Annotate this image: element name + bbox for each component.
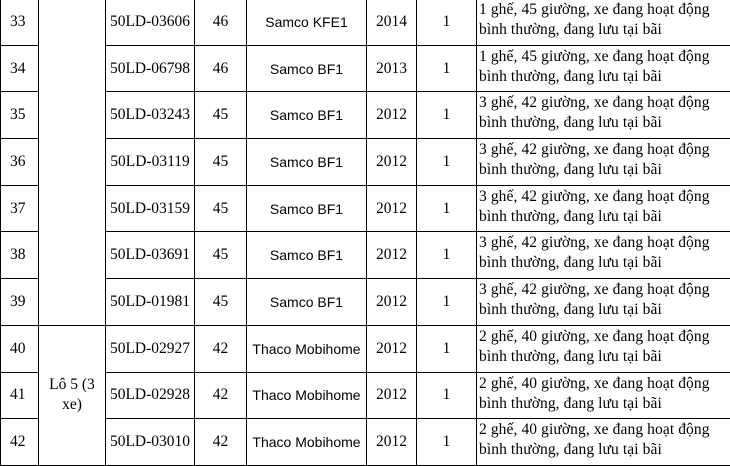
quantity: 1: [417, 139, 477, 186]
license-plate: 50LD-03243: [106, 92, 195, 139]
row-number: 39: [1, 279, 39, 326]
vehicle-model: Samco BF1: [247, 232, 367, 279]
lot-cell: [39, 92, 106, 139]
license-plate: 50LD-03119: [106, 139, 195, 186]
vehicle-note: 3 ghế, 42 giường, xe đang hoạt động bình thường, đang lưu tại bãi: [477, 139, 730, 186]
row-number: 42: [1, 419, 39, 466]
seat-count: 45: [195, 279, 247, 326]
vehicle-model: Samco BF1: [247, 185, 367, 232]
lot-cell: [39, 232, 106, 279]
seat-count: 45: [195, 139, 247, 186]
manufacture-year: 2012: [367, 372, 417, 419]
vehicle-model: Thaco Mobihome: [247, 419, 367, 466]
manufacture-year: 2013: [367, 45, 417, 92]
row-number: 34: [1, 45, 39, 92]
quantity: 1: [417, 372, 477, 419]
manufacture-year: 2012: [367, 232, 417, 279]
license-plate: 50LD-01981: [106, 279, 195, 326]
lot-cell: [39, 139, 106, 186]
vehicle-model: Thaco Mobihome: [247, 325, 367, 372]
table-row: [1, 185, 730, 232]
row-number: 35: [1, 92, 39, 139]
manufacture-year: 2012: [367, 279, 417, 326]
seat-count: 45: [195, 185, 247, 232]
quantity: 1: [417, 0, 477, 45]
vehicle-note: 2 ghế, 40 giường, xe đang hoạt động bình thường, đang lưu tại bãi: [477, 325, 730, 372]
quantity: 1: [417, 232, 477, 279]
seat-count: 45: [195, 232, 247, 279]
manufacture-year: 2014: [367, 0, 417, 45]
vehicle-note: 3 ghế, 42 giường, xe đang hoạt động bình thường, đang lưu tại bãi: [477, 185, 730, 232]
quantity: 1: [417, 185, 477, 232]
table-row: [1, 45, 730, 92]
table-row: [1, 139, 730, 186]
lot-cell: [39, 0, 106, 45]
seat-count: 46: [195, 0, 247, 45]
table-row: [1, 279, 730, 326]
license-plate: 50LD-02927: [106, 325, 195, 372]
seat-count: 45: [195, 92, 247, 139]
vehicle-model: Thaco Mobihome: [247, 372, 367, 419]
license-plate: 50LD-03691: [106, 232, 195, 279]
vehicle-note: 2 ghế, 40 giường, xe đang hoạt động bình thường, đang lưu tại bãi: [477, 419, 730, 466]
lot-cell: [39, 45, 106, 92]
manufacture-year: 2012: [367, 185, 417, 232]
vehicle-note: 3 ghế, 42 giường, xe đang hoạt động bình thường, đang lưu tại bãi: [477, 232, 730, 279]
table-row: [1, 0, 730, 45]
manufacture-year: 2012: [367, 139, 417, 186]
vehicle-model: Samco BF1: [247, 92, 367, 139]
lot-cell: [39, 185, 106, 232]
table-row: [1, 419, 730, 466]
license-plate: 50LD-02928: [106, 372, 195, 419]
lot-cell: [39, 279, 106, 326]
lot-cell: [39, 325, 106, 372]
seat-count: 42: [195, 372, 247, 419]
quantity: 1: [417, 45, 477, 92]
table-row: [1, 325, 730, 372]
license-plate: 50LD-03606: [106, 0, 195, 45]
quantity: 1: [417, 325, 477, 372]
manufacture-year: 2012: [367, 92, 417, 139]
manufacture-year: 2012: [367, 325, 417, 372]
table-row: [1, 232, 730, 279]
row-number: 37: [1, 185, 39, 232]
vehicle-model: Samco BF1: [247, 139, 367, 186]
vehicle-table-body: [1, 0, 730, 465]
seat-count: 42: [195, 325, 247, 372]
quantity: 1: [417, 92, 477, 139]
row-number: 38: [1, 232, 39, 279]
vehicle-note: 3 ghế, 42 giường, xe đang hoạt động bình thường, đang lưu tại bãi: [477, 279, 730, 326]
lot-cell: Lô 5 (3 xe): [39, 372, 106, 419]
table-row: [1, 92, 730, 139]
vehicle-model: Samco BF1: [247, 45, 367, 92]
quantity: 1: [417, 419, 477, 466]
table-row: [1, 372, 730, 419]
vehicle-note: 1 ghế, 45 giường, xe đang hoạt động bình thường, đang lưu tại bãi: [477, 45, 730, 92]
license-plate: 50LD-06798: [106, 45, 195, 92]
lot-cell: [39, 419, 106, 466]
vehicle-model: Samco BF1: [247, 279, 367, 326]
vehicle-note: 3 ghế, 42 giường, xe đang hoạt động bình thường, đang lưu tại bãi: [477, 92, 730, 139]
vehicle-model: Samco KFE1: [247, 0, 367, 45]
row-number: 36: [1, 139, 39, 186]
quantity: 1: [417, 279, 477, 326]
row-number: 33: [1, 0, 39, 45]
vehicle-note: 1 ghế, 45 giường, xe đang hoạt động bình thường, đang lưu tại bãi: [477, 0, 730, 45]
license-plate: 50LD-03159: [106, 185, 195, 232]
vehicle-note: 2 ghế, 40 giường, xe đang hoạt động bình thường, đang lưu tại bãi: [477, 372, 730, 419]
manufacture-year: 2012: [367, 419, 417, 466]
seat-count: 42: [195, 419, 247, 466]
license-plate: 50LD-03010: [106, 419, 195, 466]
row-number: 41: [1, 372, 39, 419]
row-number: 40: [1, 325, 39, 372]
seat-count: 46: [195, 45, 247, 92]
